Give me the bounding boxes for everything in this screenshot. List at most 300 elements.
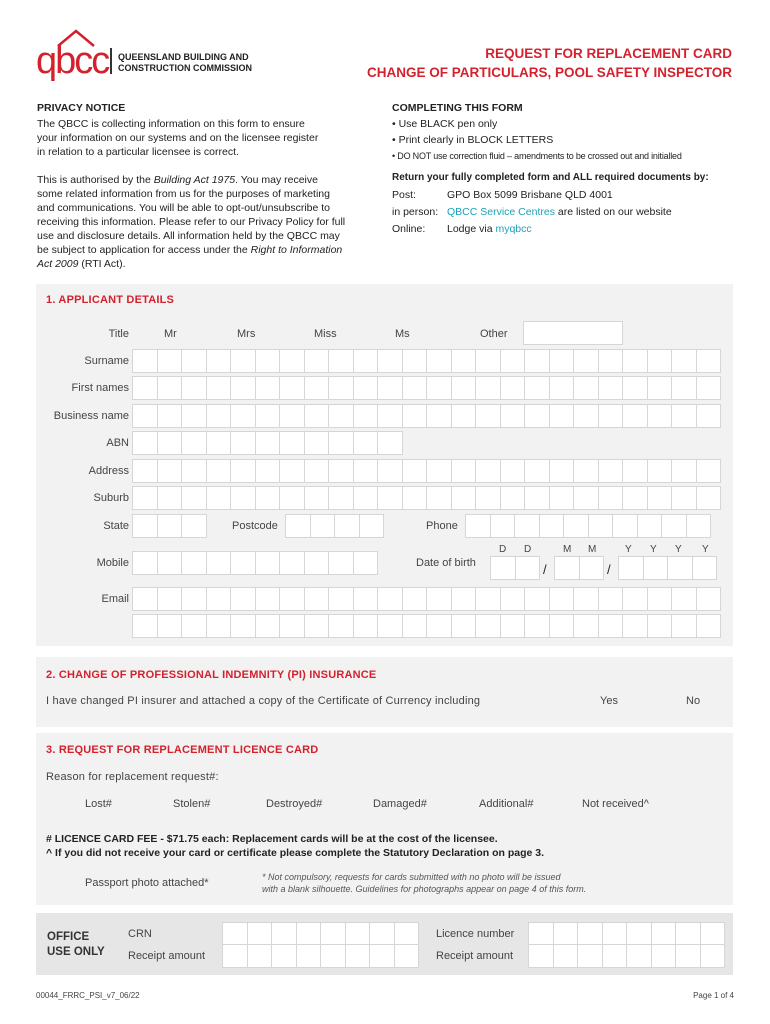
input-cell[interactable] [328, 459, 354, 483]
input-cell[interactable] [359, 514, 385, 538]
input-cell[interactable] [598, 486, 624, 510]
input-cell[interactable] [426, 459, 452, 483]
input-cell[interactable] [579, 556, 605, 580]
input-cell[interactable] [181, 614, 207, 638]
input-cell[interactable] [222, 922, 248, 946]
input-cell[interactable] [626, 944, 652, 968]
input-cell[interactable] [475, 587, 501, 611]
office-use-section [36, 913, 733, 975]
qbcc-logo [36, 28, 109, 82]
input-cell[interactable] [598, 349, 624, 373]
input-cell[interactable] [426, 349, 452, 373]
input-cell[interactable] [573, 376, 599, 400]
input-cell[interactable] [402, 376, 428, 400]
input-cell[interactable] [157, 614, 183, 638]
input-cell[interactable] [490, 556, 516, 580]
pi-yes-option[interactable]: Yes [600, 695, 618, 707]
input-cell[interactable] [549, 486, 575, 510]
input-cell[interactable] [524, 587, 550, 611]
input-cell[interactable] [304, 486, 330, 510]
input-cell[interactable] [451, 614, 477, 638]
input-cell[interactable] [671, 486, 697, 510]
input-cell[interactable] [622, 376, 648, 400]
input-cell[interactable] [206, 431, 232, 455]
input-cell[interactable] [553, 922, 579, 946]
surname-input[interactable] [132, 349, 720, 373]
input-cell[interactable] [643, 556, 669, 580]
input-cell[interactable] [426, 587, 452, 611]
input-cell[interactable] [573, 486, 599, 510]
input-cell[interactable] [132, 486, 158, 510]
input-cell[interactable] [328, 376, 354, 400]
input-cell[interactable] [279, 404, 305, 428]
input-cell[interactable] [255, 459, 281, 483]
input-cell[interactable] [402, 459, 428, 483]
input-cell[interactable] [451, 376, 477, 400]
input-cell[interactable] [255, 486, 281, 510]
input-cell[interactable] [206, 459, 232, 483]
input-cell[interactable] [500, 349, 526, 373]
input-cell[interactable] [626, 922, 652, 946]
input-cell[interactable] [304, 404, 330, 428]
input-cell[interactable] [490, 514, 516, 538]
input-cell[interactable] [181, 349, 207, 373]
input-cell[interactable] [651, 922, 677, 946]
input-cell[interactable] [500, 459, 526, 483]
input-cell[interactable] [304, 431, 330, 455]
input-cell[interactable] [524, 376, 550, 400]
input-cell[interactable] [132, 404, 158, 428]
input-cell[interactable] [377, 404, 403, 428]
input-cell[interactable] [157, 587, 183, 611]
input-cell[interactable] [573, 459, 599, 483]
input-cell[interactable] [686, 514, 712, 538]
input-cell[interactable] [563, 514, 589, 538]
input-cell[interactable] [328, 551, 354, 575]
input-cell[interactable] [588, 514, 614, 538]
section-title: 3. REQUEST FOR REPLACEMENT LICENCE CARD [46, 744, 319, 756]
input-cell[interactable] [451, 459, 477, 483]
input-cell[interactable] [377, 486, 403, 510]
logo-divider [110, 48, 112, 74]
input-cell[interactable] [334, 514, 360, 538]
input-cell[interactable] [622, 349, 648, 373]
other-title-input[interactable] [523, 321, 623, 345]
input-cell[interactable] [539, 514, 565, 538]
input-cell[interactable] [618, 556, 644, 580]
input-cell[interactable] [181, 551, 207, 575]
input-cell[interactable] [157, 486, 183, 510]
input-cell[interactable] [612, 514, 638, 538]
input-cell[interactable] [296, 922, 322, 946]
input-cell[interactable] [328, 486, 354, 510]
input-cell[interactable] [622, 587, 648, 611]
input-cell[interactable] [353, 459, 379, 483]
input-cell[interactable] [320, 922, 346, 946]
input-cell[interactable] [132, 587, 158, 611]
email-input-line2[interactable] [132, 614, 720, 638]
input-cell[interactable] [528, 922, 554, 946]
input-cell[interactable] [132, 349, 158, 373]
input-cell[interactable] [647, 486, 673, 510]
input-cell[interactable] [255, 404, 281, 428]
title-option-ms[interactable]: Ms [395, 328, 410, 340]
reason-damaged[interactable]: Damaged# [373, 798, 427, 810]
input-cell[interactable] [247, 922, 273, 946]
crn-input[interactable] [222, 922, 418, 946]
input-cell[interactable] [602, 922, 628, 946]
input-cell[interactable] [157, 459, 183, 483]
input-cell[interactable] [696, 349, 722, 373]
input-cell[interactable] [328, 349, 354, 373]
input-cell[interactable] [402, 587, 428, 611]
input-cell[interactable] [622, 614, 648, 638]
input-cell[interactable] [377, 614, 403, 638]
reason-lost[interactable]: Lost# [85, 798, 112, 810]
input-cell[interactable] [181, 376, 207, 400]
input-cell[interactable] [598, 459, 624, 483]
input-cell[interactable] [451, 486, 477, 510]
input-cell[interactable] [304, 376, 330, 400]
input-cell[interactable] [181, 587, 207, 611]
input-cell[interactable] [206, 587, 232, 611]
business-name-input[interactable] [132, 404, 720, 428]
dob-year-input[interactable] [618, 556, 716, 580]
input-cell[interactable] [549, 459, 575, 483]
input-cell[interactable] [549, 376, 575, 400]
input-cell[interactable] [353, 404, 379, 428]
input-cell[interactable] [598, 376, 624, 400]
input-cell[interactable] [353, 551, 379, 575]
input-cell[interactable] [279, 614, 305, 638]
input-cell[interactable] [255, 376, 281, 400]
input-cell[interactable] [637, 514, 663, 538]
input-cell[interactable] [328, 431, 354, 455]
input-cell[interactable] [181, 486, 207, 510]
input-cell[interactable] [577, 944, 603, 968]
input-cell[interactable] [132, 614, 158, 638]
input-cell[interactable] [475, 486, 501, 510]
input-cell[interactable] [622, 486, 648, 510]
pi-insurance-section [36, 657, 733, 727]
input-cell[interactable] [328, 587, 354, 611]
input-cell[interactable] [230, 404, 256, 428]
input-cell[interactable] [426, 486, 452, 510]
input-cell[interactable] [304, 349, 330, 373]
input-cell[interactable] [524, 459, 550, 483]
input-cell[interactable] [700, 922, 726, 946]
input-cell[interactable] [700, 944, 726, 968]
input-cell[interactable] [320, 944, 346, 968]
first-names-input[interactable] [132, 376, 720, 400]
input-cell[interactable] [304, 459, 330, 483]
input-cell[interactable] [475, 614, 501, 638]
input-cell[interactable] [475, 459, 501, 483]
input-cell[interactable] [222, 944, 248, 968]
first-names-label: First names [71, 382, 129, 394]
input-cell[interactable] [230, 376, 256, 400]
input-cell[interactable] [230, 551, 256, 575]
input-cell[interactable] [451, 587, 477, 611]
input-cell[interactable] [671, 376, 697, 400]
input-cell[interactable] [279, 587, 305, 611]
input-cell[interactable] [377, 587, 403, 611]
input-cell[interactable] [573, 614, 599, 638]
input-cell[interactable] [500, 404, 526, 428]
input-cell[interactable] [451, 404, 477, 428]
dob-letter: Y [675, 544, 682, 555]
suburb-input[interactable] [132, 486, 720, 510]
input-cell[interactable] [279, 431, 305, 455]
input-cell[interactable] [696, 404, 722, 428]
input-cell[interactable] [206, 551, 232, 575]
input-cell[interactable] [500, 614, 526, 638]
input-cell[interactable] [667, 556, 693, 580]
input-cell[interactable] [524, 349, 550, 373]
input-cell[interactable] [353, 587, 379, 611]
title-option-miss[interactable]: Miss [314, 328, 337, 340]
input-cell[interactable] [514, 514, 540, 538]
input-cell[interactable] [661, 514, 687, 538]
reason-additional[interactable]: Additional# [479, 798, 534, 810]
input-cell[interactable] [247, 944, 273, 968]
receipt-amount-input-left[interactable] [222, 944, 418, 968]
input-cell[interactable] [345, 922, 371, 946]
postcode-input[interactable] [285, 514, 383, 538]
input-cell[interactable] [549, 587, 575, 611]
input-cell[interactable] [304, 551, 330, 575]
input-cell[interactable] [369, 922, 395, 946]
input-cell[interactable] [549, 349, 575, 373]
abn-input[interactable] [132, 431, 402, 455]
input-cell[interactable] [377, 349, 403, 373]
input-cell[interactable] [132, 431, 158, 455]
email-input-line1[interactable] [132, 587, 720, 611]
phone-input[interactable] [465, 514, 710, 538]
receipt-amount-input-right[interactable] [528, 944, 724, 968]
input-cell[interactable] [500, 376, 526, 400]
input-cell[interactable] [377, 459, 403, 483]
input-cell[interactable] [598, 614, 624, 638]
input-cell[interactable] [475, 349, 501, 373]
input-cell[interactable] [402, 486, 428, 510]
input-cell[interactable] [181, 404, 207, 428]
input-cell[interactable] [671, 614, 697, 638]
input-cell[interactable] [157, 349, 183, 373]
input-cell[interactable] [402, 404, 428, 428]
input-cell[interactable] [132, 459, 158, 483]
title-option-mr[interactable]: Mr [164, 328, 177, 340]
input-cell[interactable] [255, 349, 281, 373]
input-cell[interactable] [377, 376, 403, 400]
input-cell[interactable] [554, 556, 580, 580]
input-cell[interactable] [353, 376, 379, 400]
input-cell[interactable] [573, 349, 599, 373]
licence-number-input[interactable] [528, 922, 724, 946]
input-cell[interactable] [394, 922, 420, 946]
input-cell[interactable] [206, 404, 232, 428]
title-option-other[interactable]: Other [480, 328, 508, 340]
input-cell[interactable] [524, 614, 550, 638]
input-cell[interactable] [426, 376, 452, 400]
input-cell[interactable] [304, 587, 330, 611]
input-cell[interactable] [647, 349, 673, 373]
input-cell[interactable] [304, 614, 330, 638]
input-cell[interactable] [671, 349, 697, 373]
input-cell[interactable] [132, 514, 158, 538]
service-centres-link[interactable]: QBCC Service Centres [447, 206, 555, 218]
declaration-note: ^ If you did not receive your card or certificate please complete the Statutory Declaration on page 3. [46, 847, 545, 859]
input-cell[interactable] [230, 349, 256, 373]
input-cell[interactable] [285, 514, 311, 538]
input-cell[interactable] [602, 944, 628, 968]
input-cell[interactable] [353, 349, 379, 373]
completing-heading: COMPLETING THIS FORM [392, 102, 523, 114]
input-cell[interactable] [353, 614, 379, 638]
input-cell[interactable] [132, 551, 158, 575]
input-cell[interactable] [647, 614, 673, 638]
input-cell[interactable] [500, 587, 526, 611]
input-cell[interactable] [647, 376, 673, 400]
input-cell[interactable] [157, 514, 183, 538]
input-cell[interactable] [255, 587, 281, 611]
input-cell[interactable] [353, 486, 379, 510]
input-cell[interactable] [206, 486, 232, 510]
dob-day-input[interactable] [490, 556, 539, 580]
reason-destroyed[interactable]: Destroyed# [266, 798, 323, 810]
input-cell[interactable] [181, 431, 207, 455]
suburb-label: Suburb [93, 492, 129, 504]
input-cell[interactable] [549, 614, 575, 638]
input-cell[interactable] [255, 551, 281, 575]
input-cell[interactable] [377, 431, 403, 455]
input-cell[interactable] [279, 486, 305, 510]
state-input[interactable] [132, 514, 206, 538]
input-cell[interactable] [345, 944, 371, 968]
input-cell[interactable] [528, 944, 554, 968]
input-cell[interactable] [524, 486, 550, 510]
section-title: 1. APPLICANT DETAILS [46, 294, 175, 306]
input-cell[interactable] [426, 614, 452, 638]
input-cell[interactable] [206, 376, 232, 400]
input-cell[interactable] [671, 404, 697, 428]
input-cell[interactable] [598, 404, 624, 428]
input-cell[interactable] [310, 514, 336, 538]
input-cell[interactable] [230, 614, 256, 638]
myqbcc-link[interactable]: myqbcc [495, 223, 532, 235]
input-cell[interactable] [157, 404, 183, 428]
input-cell[interactable] [622, 404, 648, 428]
input-cell[interactable] [475, 376, 501, 400]
input-cell[interactable] [157, 431, 183, 455]
input-cell[interactable] [577, 922, 603, 946]
input-cell[interactable] [553, 944, 579, 968]
input-cell[interactable] [206, 349, 232, 373]
input-cell[interactable] [402, 349, 428, 373]
input-cell[interactable] [157, 376, 183, 400]
dob-month-input[interactable] [554, 556, 603, 580]
input-cell[interactable] [230, 459, 256, 483]
input-cell[interactable] [647, 587, 673, 611]
input-cell[interactable] [647, 404, 673, 428]
input-cell[interactable] [206, 614, 232, 638]
input-cell[interactable] [279, 459, 305, 483]
mobile-input[interactable] [132, 551, 377, 575]
input-cell[interactable] [255, 614, 281, 638]
input-cell[interactable] [500, 486, 526, 510]
address-input[interactable] [132, 459, 720, 483]
input-cell[interactable] [671, 459, 697, 483]
input-cell[interactable] [573, 404, 599, 428]
input-cell[interactable] [696, 459, 722, 483]
input-cell[interactable] [181, 514, 207, 538]
dob-slash: / [543, 562, 547, 577]
input-cell[interactable] [622, 459, 648, 483]
input-cell[interactable] [279, 349, 305, 373]
reason-not-received[interactable]: Not received^ [582, 798, 649, 810]
input-cell[interactable] [230, 431, 256, 455]
input-cell[interactable] [651, 944, 677, 968]
input-cell[interactable] [647, 459, 673, 483]
passport-note: * Not compulsory, requests for cards submitted with no photo will be issued with a blank silhouette. Guidelines for photographs appear on page 4 of this form. [262, 872, 587, 894]
input-cell[interactable] [328, 614, 354, 638]
input-cell[interactable] [671, 587, 697, 611]
input-cell[interactable] [696, 587, 722, 611]
page-number: Page 1 of 4 [693, 991, 734, 1000]
input-cell[interactable] [296, 944, 322, 968]
email-label: Email [101, 593, 129, 605]
input-cell[interactable] [475, 404, 501, 428]
input-cell[interactable] [696, 486, 722, 510]
input-cell[interactable] [692, 556, 718, 580]
input-cell[interactable] [675, 944, 701, 968]
title-option-mrs[interactable]: Mrs [237, 328, 256, 340]
input-cell[interactable] [132, 376, 158, 400]
input-cell[interactable] [271, 922, 297, 946]
input-cell[interactable] [279, 376, 305, 400]
reason-stolen[interactable]: Stolen# [173, 798, 211, 810]
input-cell[interactable] [255, 431, 281, 455]
passport-photo-option[interactable]: Passport photo attached* [85, 877, 209, 889]
input-cell[interactable] [598, 587, 624, 611]
input-cell[interactable] [465, 514, 491, 538]
input-cell[interactable] [230, 486, 256, 510]
input-cell[interactable] [675, 922, 701, 946]
input-cell[interactable] [696, 614, 722, 638]
input-cell[interactable] [451, 349, 477, 373]
input-cell[interactable] [279, 551, 305, 575]
input-cell[interactable] [394, 944, 420, 968]
input-cell[interactable] [369, 944, 395, 968]
input-cell[interactable] [515, 556, 541, 580]
input-cell[interactable] [230, 587, 256, 611]
pi-no-option[interactable]: No [686, 695, 701, 707]
input-cell[interactable] [353, 431, 379, 455]
input-cell[interactable] [271, 944, 297, 968]
input-cell[interactable] [157, 551, 183, 575]
input-cell[interactable] [426, 404, 452, 428]
input-cell[interactable] [573, 587, 599, 611]
dob-slash: / [607, 562, 611, 577]
applicant-details-section [36, 284, 733, 646]
input-cell[interactable] [328, 404, 354, 428]
input-cell[interactable] [549, 404, 575, 428]
input-cell[interactable] [696, 376, 722, 400]
input-cell[interactable] [181, 459, 207, 483]
input-cell[interactable] [402, 614, 428, 638]
receipt-amount-label: Receipt amount [128, 950, 206, 962]
input-cell[interactable] [524, 404, 550, 428]
